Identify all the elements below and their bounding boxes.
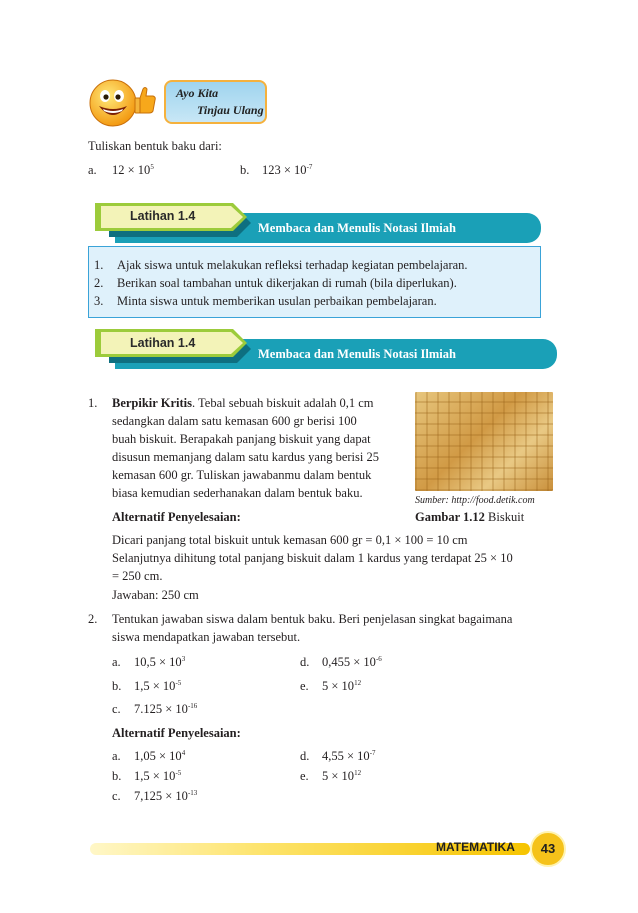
q2-item-b-label: b. (112, 679, 122, 693)
q2-item-c-label: c. (112, 702, 121, 716)
q2-item-e: $5 \times 10^{12}$ (322, 679, 362, 693)
guide-title: Membaca dan Menulis Notasi Ilmiah (258, 221, 456, 235)
q1-number: 1. (88, 396, 98, 410)
review-item-b: b. (240, 163, 250, 177)
q2-alt-heading: Alternatif Penyelesaian: (112, 726, 241, 740)
latihan-title: Membaca dan Menulis Notasi Ilmiah (258, 347, 456, 361)
q2-answer-b-label: b. (112, 769, 122, 783)
q2-line-1: Tentukan jawaban siswa dalam bentuk baku. Beri penjelasan singkat bagaimana (112, 612, 513, 626)
guide-item-1-number: 1. (94, 258, 104, 272)
review-item-a-value: $12 \times 10^5$ (112, 163, 154, 177)
guide-item-2-number: 2. (94, 276, 104, 290)
q2-item-a-label: a. (112, 655, 121, 669)
q2-item-a: $10,5 \times 10^3$ (134, 655, 186, 669)
q1-line-6: biasa kemudian sederhanakan dalam bentuk baku. (112, 486, 363, 500)
q1-line-2: sedangkan dalam satu kemasan 600 gr berisi 100 (112, 414, 357, 428)
q2-item-c: $7.125 \times 10^{-16}$ (134, 702, 198, 716)
q1-line-1: Berpikir Kritis. Tebal sebuah biskuit adalah 0,1 cm (112, 396, 374, 410)
q2-answer-c: $7,125 \times 10^{-13}$ (134, 789, 198, 803)
latihan-label: Latihan 1.4 (130, 336, 196, 350)
q1-solution-1: Dicari panjang total biskuit untuk kemasan 600 gr = 0,1 × 100 = 10 cm (112, 533, 468, 547)
photo-caption: Gambar 1.12 Biskuit (415, 510, 525, 524)
q2-answer-e: $5 \times 10^{12}$ (322, 769, 362, 783)
guide-item-1: Ajak siswa untuk melakukan refleksi terhadap kegiatan pembelajaran. (117, 258, 468, 272)
guide-item-3: Minta siswa untuk memberikan usulan perbaikan pembelajaran. (117, 294, 437, 308)
q2-line-2: siswa mendapatkan jawaban tersebut. (112, 630, 301, 644)
q2-answer-a-label: a. (112, 749, 121, 763)
q1-line-3: buah biskuit. Berapakah panjang biskuit yang dapat (112, 432, 371, 446)
q1-line-4: disusun memanjang dalam satu kardus yang berisi 25 (112, 450, 379, 464)
q2-item-d-label: d. (300, 655, 310, 669)
q2-answer-c-label: c. (112, 789, 121, 803)
q1-line-5: kemasan 600 gr. Tuliskan jawabanmu dalam bentuk (112, 468, 372, 482)
footer-subject: MATEMATIKA (436, 840, 515, 854)
review-item-b-value: $123 \times 10^{-7}$ (262, 163, 313, 177)
guide-latihan-label: Latihan 1.4 (130, 209, 196, 223)
q2-answer-a: $1,05 \times 10^4$ (134, 749, 186, 763)
guide-item-3-number: 3. (94, 294, 104, 308)
ayo-kita-title-line1: Ayo Kita (176, 86, 219, 100)
q2-number: 2. (88, 612, 98, 626)
q2-answer-e-label: e. (300, 769, 309, 783)
guide-item-2: Berikan soal tambahan untuk dikerjakan di rumah (bila diperlukan). (117, 276, 457, 290)
thumbs-up-icon (134, 86, 156, 114)
q2-answer-b: $1,5 \times 10^{-5}$ (134, 769, 182, 783)
q1-answer: Jawaban: 250 cm (112, 588, 199, 602)
q2-item-e-label: e. (300, 679, 309, 693)
review-item-a: a. (88, 163, 97, 177)
smiley-face-icon (88, 78, 138, 128)
q2-answer-d: $4,55 \times 10^{-7}$ (322, 749, 376, 763)
q1-solution-2: Selanjutnya dihitung total panjang biskuit dalam 1 kardus yang terdapat 25 × 10 (112, 551, 513, 565)
ayo-kita-title-line2: Tinjau Ulang (197, 103, 264, 117)
q2-item-b: $1,5 \times 10^{-5}$ (134, 679, 182, 693)
page-number: 43 (540, 841, 556, 856)
biscuit-photo (415, 392, 553, 491)
q2-item-d: $0,455 \times 10^{-6}$ (322, 655, 382, 669)
q1-solution-3: = 250 cm. (112, 569, 163, 583)
photo-source: Sumber: http://food.detik.com (415, 495, 535, 506)
q2-answer-d-label: d. (300, 749, 310, 763)
review-prompt: Tuliskan bentuk baku dari: (88, 139, 222, 153)
q1-alt-heading: Alternatif Penyelesaian: (112, 510, 241, 524)
